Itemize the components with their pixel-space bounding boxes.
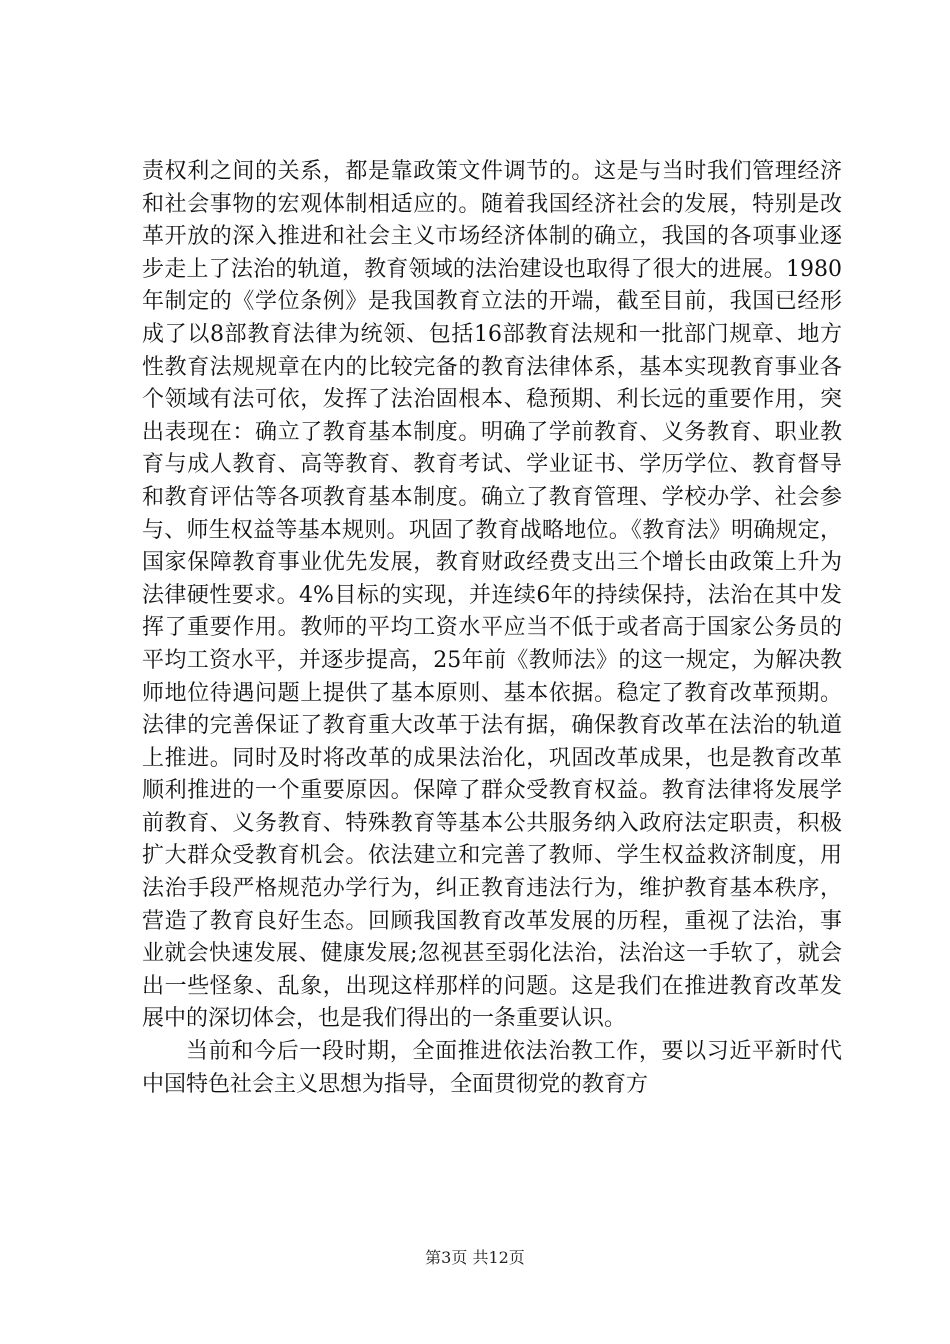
paragraph-2: 当前和今后一段时期，全面推进依法治教工作，要以习近平新时代中国特色社会主义思想为指导，全面贯彻党的教育方 <box>142 1039 842 1097</box>
body-text <box>142 156 842 1101</box>
paragraph-1: 责权利之间的关系，都是靠政策文件调节的。这是与当时我们管理经济和社会事物的宏观体制相适应的。随着我国经济社会的发展，特别是改革开放的深入推进和社会主义市场经济体制的确立，我国的各项事业逐步走上了法治的轨道，教育领域的法治建设也取得了很大的进展。1980年制定的《学位条例》是我国教育立法的开端，截至目前，我国已经形成了以8部教育法律为统领、包括16部教育法规和一批部门规章、地方性教育法规规章在内的比较完备的教育法律体系，基本实现教育事业各个领域有法可依，发挥了法治固根本、稳预期、利长远的重要作用，突出表现在：确立了教育基本制度。明确了学前教育、义务教育、职业教育与成人教育、高等教育、教育考试、学业证书、学历学位、教育督导和教育评估等各项教育基本制度。确立了教育管理、学校办学、社会参与、师生权益等基本规则。巩固了教育战略地位。《教育法》明确规定，国家保障教育事业优先发展，教育财政经费支出三个增长由政策上升为法律硬性要求。4%目标的实现，并连续6年的持续保持，法治在其中发挥了重要作用。教师的平均工资水平应当不低于或者高于国家公务员的平均工资水平，并逐步提高，25年前《教师法》的这一规定，为解决教师地位待遇问题上提供了基本原则、基本依据。稳定了教育改革预期。法律的完善保证了教育重大改革于法有据，确保教育改革在法治的轨道上推进。同时及时将改革的成果法治化，巩固改革成果，也是教育改革顺利推进的一个重要原因。保障了群众受教育权益。教育法律将发展学前教育、义务教育、特殊教育等基本公共服务纳入政府法定职责，积极扩大群众受教育机会。依法建立和完善了教师、学生权益救济制度，用法治手段严格规范办学行为，纠正教育违法行为，维护教育基本秩序，营造了教育良好生态。回顾我国教育改革发展的历程，重视了法治，事业就会快速发展、健康发展;忽视甚至弱化法治，法治这一手软了，就会出一些怪象、乱象，出现这样那样的问题。这是我们在推进教育改革发展中的深切体会，也是我们得出的一条重要认识。 <box>142 159 842 1032</box>
page-footer: 第3页 共12页 <box>425 1248 525 1267</box>
